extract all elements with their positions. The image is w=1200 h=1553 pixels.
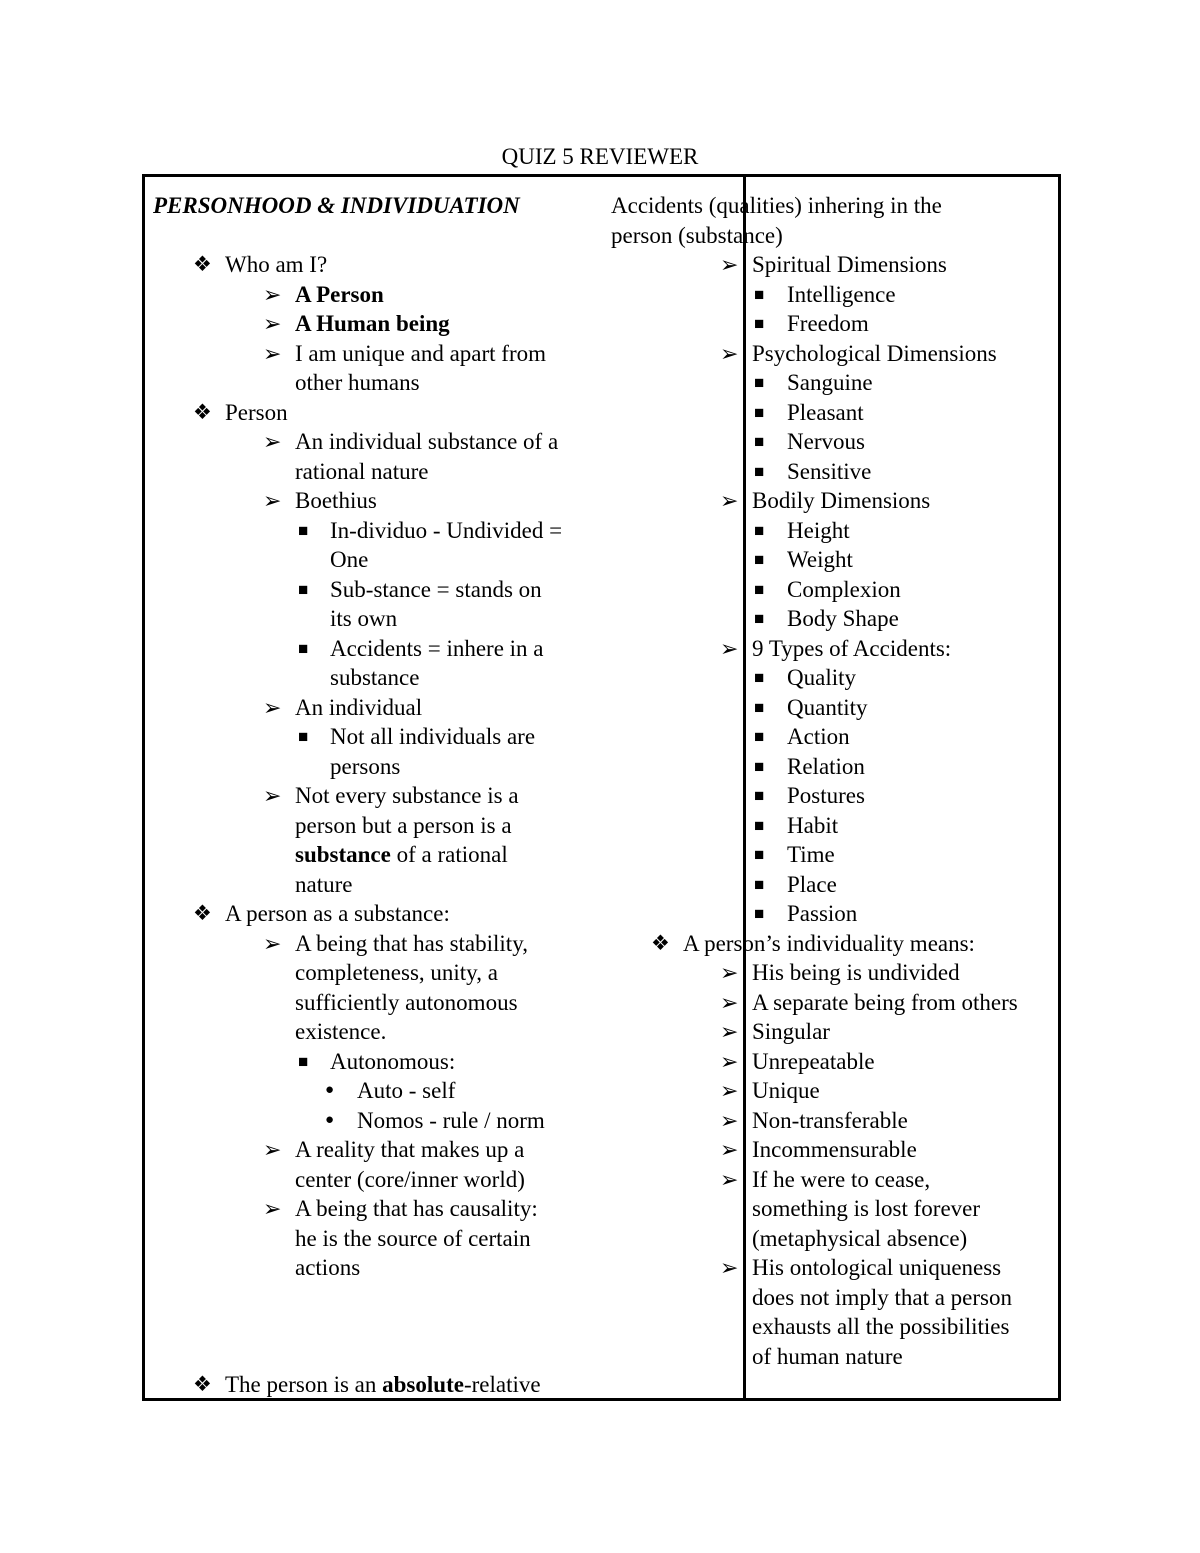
dot-bullet-icon: ● (325, 1082, 335, 1098)
page-title: QUIZ 5 REVIEWER (501, 144, 699, 169)
sub-place: ■ Place (611, 870, 1056, 900)
bullet-who-am-i: ❖ Who am I? (153, 250, 733, 280)
item-not-every-substance-cont: nature (295, 871, 353, 897)
arrow-bullet-icon: ➢ (720, 252, 739, 277)
diamond-bullet-icon: ❖ (193, 399, 212, 424)
item-not-every-substance-cont: substance of a rational (295, 842, 508, 867)
item-a-person: ➢ A Person (153, 280, 733, 310)
item-unique: ➢ I am unique and apart from (153, 339, 733, 369)
square-bullet-icon: ■ (754, 314, 765, 333)
sub-pleasant: ■ Pleasant (611, 398, 1056, 428)
square-bullet-icon: ■ (754, 668, 765, 687)
diamond-bullet-icon: ❖ (193, 252, 212, 276)
dot-bullet-icon: ● (325, 1111, 335, 1128)
sub-not-all-individuals-cont: persons (330, 753, 401, 779)
item-boethius: ➢ Boethius (153, 486, 733, 516)
bullet-absolute-relative: ❖ The person is an absolute-relative (153, 1370, 733, 1400)
accidents-intro: Accidents (qualities) inhering in the (611, 193, 942, 218)
arrow-bullet-icon: ➢ (263, 281, 282, 307)
arrow-bullet-icon: ➢ (720, 1078, 739, 1103)
sub-sanguine: ■ Sanguine (611, 368, 1056, 398)
diamond-bullet-icon: ❖ (193, 901, 212, 925)
square-bullet-icon: ■ (754, 550, 765, 569)
square-bullet-icon: ■ (754, 756, 765, 776)
sub-intelligence: ■ Intelligence (611, 280, 1056, 310)
sub-accidents: ■ Accidents = inhere in a (153, 634, 733, 664)
sub-sensitive: ■ Sensitive (611, 457, 1056, 487)
item-singular: ➢ Singular (611, 1017, 1056, 1047)
arrow-bullet-icon: ➢ (720, 488, 739, 513)
square-bullet-icon: ■ (754, 609, 765, 628)
item-being-stability-cont: existence. (295, 1019, 387, 1044)
item-ontological-cont: exhausts all the possibilities (752, 1314, 1010, 1339)
sub-nervous: ■ Nervous (611, 427, 1056, 457)
bullet-person: ❖ Person (153, 398, 733, 428)
square-bullet-icon: ■ (754, 284, 765, 304)
square-bullet-icon: ■ (754, 461, 765, 481)
sub-sub-stance-cont: its own (330, 606, 398, 631)
item-cease-cont: (metaphysical absence) (752, 1225, 968, 1251)
square-bullet-icon: ■ (754, 373, 765, 392)
reviewer-table (142, 174, 1061, 1401)
sub-passion: ■ Passion (611, 899, 1056, 929)
sub-time: ■ Time (611, 840, 1056, 870)
arrow-bullet-icon: ➢ (263, 783, 282, 808)
square-bullet-icon: ■ (754, 697, 765, 717)
item-an-individual: ➢ An individual (153, 693, 733, 723)
section-heading: PERSONHOOD & INDIVIDUATION (153, 193, 520, 218)
item-a-human-being: ➢ A Human being (153, 309, 733, 339)
arrow-bullet-icon: ➢ (720, 1019, 739, 1044)
item-cease-cont: something is lost forever (752, 1196, 981, 1221)
item-being-stability-cont: completeness, unity, a (295, 960, 498, 985)
sub-freedom: ■ Freedom (611, 309, 1056, 339)
sub-autonomous: ■ Autonomous: (153, 1047, 733, 1077)
item-causality-cont: he is the source of certain (295, 1225, 531, 1251)
item-undivided: ➢ His being is undivided (611, 958, 1056, 988)
item-spiritual: ➢ Spiritual Dimensions (611, 250, 1056, 280)
item-types-of-accidents: ➢ 9 Types of Accidents: (611, 634, 1056, 664)
sub-accidents-cont: substance (330, 665, 420, 690)
item-unique: ➢ Unique (611, 1076, 1056, 1106)
sub-quality: ■ Quality (611, 663, 1056, 693)
arrow-bullet-icon: ➢ (263, 930, 282, 956)
subsub-auto: ● Auto - self (153, 1076, 733, 1106)
arrow-bullet-icon: ➢ (263, 429, 282, 454)
sub-in-dividuo-cont: One (330, 547, 369, 572)
item-causality-cont: actions (295, 1255, 361, 1280)
item-being-stability: ➢ A being that has stability, (153, 929, 733, 959)
subsub-nomos: ● Nomos - rule / norm (153, 1106, 733, 1136)
arrow-bullet-icon: ➢ (720, 1137, 739, 1162)
sub-habit: ■ Habit (611, 811, 1056, 841)
sub-postures: ■ Postures (611, 781, 1056, 811)
item-bodily: ➢ Bodily Dimensions (611, 486, 1056, 516)
item-individual-substance: ➢ An individual substance of a (153, 427, 733, 457)
arrow-bullet-icon: ➢ (263, 1196, 282, 1221)
arrow-bullet-icon: ➢ (720, 1107, 739, 1133)
item-ontological-cont: of human nature (752, 1343, 903, 1369)
item-non-transferable: ➢ Non-transferable (611, 1106, 1056, 1136)
item-reality-center-cont: center (core/inner world) (295, 1166, 525, 1192)
square-bullet-icon: ■ (298, 579, 309, 599)
square-bullet-icon: ■ (298, 1051, 309, 1071)
arrow-bullet-icon: ➢ (263, 1137, 282, 1162)
diamond-bullet-icon: ❖ (651, 930, 670, 955)
square-bullet-icon: ■ (754, 520, 765, 540)
item-separate-being: ➢ A separate being from others (611, 988, 1056, 1018)
sub-complexion: ■ Complexion (611, 575, 1056, 605)
square-bullet-icon: ■ (754, 874, 765, 894)
arrow-bullet-icon: ➢ (720, 960, 739, 985)
item-causality: ➢ A being that has causality: (153, 1194, 733, 1224)
arrow-bullet-icon: ➢ (263, 340, 282, 366)
square-bullet-icon: ■ (298, 727, 309, 746)
sub-height: ■ Height (611, 516, 1056, 546)
sub-weight: ■ Weight (611, 545, 1056, 575)
item-ontological-cont: does not imply that a person (752, 1284, 1012, 1310)
right-column (611, 191, 1056, 1371)
square-bullet-icon: ■ (298, 520, 309, 540)
item-cease: ➢ If he were to cease, (611, 1165, 1056, 1195)
arrow-bullet-icon: ➢ (720, 635, 739, 661)
arrow-bullet-icon: ➢ (720, 1048, 739, 1074)
item-incommensurable: ➢ Incommensurable (611, 1135, 1056, 1165)
arrow-bullet-icon: ➢ (720, 340, 739, 366)
bullet-person-as-substance: ❖ A person as a substance: (153, 899, 733, 929)
sub-quantity: ■ Quantity (611, 693, 1056, 723)
sub-sub-stance: ■ Sub-stance = stands on (153, 575, 733, 605)
square-bullet-icon: ■ (754, 786, 765, 805)
item-not-every-substance: ➢ Not every substance is a (153, 781, 733, 811)
item-not-every-substance-cont: person but a person is a (295, 812, 512, 838)
bullet-individuality: ❖ A person’s individuality means: (611, 929, 1056, 959)
item-being-stability-cont: sufficiently autonomous (295, 989, 518, 1015)
square-bullet-icon: ■ (754, 432, 765, 451)
square-bullet-icon: ■ (754, 727, 765, 746)
square-bullet-icon: ■ (754, 579, 765, 599)
arrow-bullet-icon: ➢ (720, 1166, 739, 1192)
arrow-bullet-icon: ➢ (263, 694, 282, 720)
sub-action: ■ Action (611, 722, 1056, 752)
square-bullet-icon: ■ (754, 402, 765, 422)
sub-body-shape: ■ Body Shape (611, 604, 1056, 634)
square-bullet-icon: ■ (298, 638, 309, 658)
square-bullet-icon: ■ (754, 815, 765, 835)
item-unique-cont: other humans (295, 370, 420, 395)
square-bullet-icon: ■ (754, 845, 765, 864)
arrow-bullet-icon: ➢ (720, 989, 739, 1015)
sub-relation: ■ Relation (611, 752, 1056, 782)
arrow-bullet-icon: ➢ (263, 311, 282, 336)
arrow-bullet-icon: ➢ (263, 488, 282, 513)
item-unrepeatable: ➢ Unrepeatable (611, 1047, 1056, 1077)
item-reality-center: ➢ A reality that makes up a (153, 1135, 733, 1165)
item-psychological: ➢ Psychological Dimensions (611, 339, 1056, 369)
item-individual-substance-cont: rational nature (295, 458, 429, 484)
item-ontological: ➢ His ontological uniqueness (611, 1253, 1056, 1283)
arrow-bullet-icon: ➢ (720, 1255, 739, 1280)
accidents-intro-cont: person (substance) (611, 222, 783, 248)
sub-not-all-individuals: ■ Not all individuals are (153, 722, 733, 752)
sub-in-dividuo: ■ In-dividuo - Undivided = (153, 516, 733, 546)
diamond-bullet-icon: ❖ (193, 1371, 212, 1396)
square-bullet-icon: ■ (754, 904, 765, 923)
